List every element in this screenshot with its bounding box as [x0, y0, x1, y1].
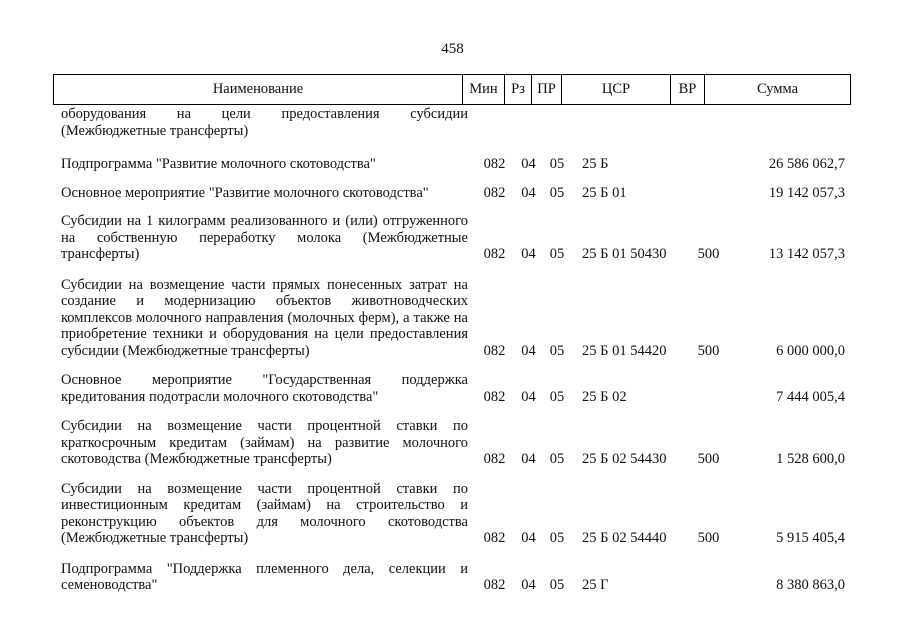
row-rz: 04 [521, 342, 536, 359]
row-pr: 05 [549, 388, 565, 405]
row-sum: 7 444 005,4 [776, 388, 845, 405]
table-row [53, 156, 850, 173]
row-name: Субсидии на 1 килограмм реализованного и (или) отгруженного на собственную переработку молока (Межбюджетные трансферты) [61, 213, 468, 262]
table-row [53, 418, 850, 468]
row-pr: 05 [549, 577, 565, 593]
row-sum: 5 915 405,4 [776, 530, 845, 546]
table-row [53, 481, 850, 547]
row-pr: 05 [549, 246, 565, 262]
row-sum: 26 586 062,7 [768, 156, 845, 172]
table-row [53, 185, 850, 202]
row-sum: 19 142 057,3 [768, 184, 845, 201]
page-number: 458 [441, 41, 464, 57]
row-rz: 04 [521, 246, 536, 262]
table-header [53, 74, 851, 105]
row-name: Субсидии на возмещение части процентной ставки по краткосрочным кредитам (займам) на развитие молочного скотоводства (Межбюджетные трансферты) [61, 418, 468, 467]
row-sum: 6 000 000,0 [776, 342, 845, 359]
row-rz: 04 [521, 530, 536, 546]
header-rz: Рз [505, 75, 532, 105]
row-min: 082 [483, 451, 506, 467]
table-row [53, 277, 850, 360]
row-name: Субсидии на возмещение части прямых понесенных затрат на создание и модернизацию объектов животноводческих комплексов молочного направления (молочных ферм), а также на приобретение техники и оборудования на цели предоставления субсидии (Межбюджетные трансферты) [61, 276, 468, 359]
row-name: Субсидии на возмещение части процентной ставки по инвестиционным кредитам (займам) на строительство и реконструкцию объектов для молочного скотоводства (Межбюджетные трансферты) [61, 480, 468, 546]
row-rz: 04 [521, 577, 536, 593]
row-rz: 04 [521, 156, 536, 172]
header-sum: Сумма [705, 75, 851, 105]
table-row [53, 213, 850, 263]
row-pr: 05 [549, 342, 565, 359]
row-rz: 04 [521, 388, 536, 405]
header-pr: ПР [532, 75, 562, 105]
row-pr: 05 [549, 156, 565, 172]
row-sum: 8 380 863,0 [776, 577, 845, 593]
row-min: 082 [483, 577, 506, 593]
row-vr: 500 [697, 246, 720, 262]
table-row [53, 561, 850, 594]
row-csr: 25 Б 02 54430 [582, 451, 667, 467]
row-name: Основное мероприятие "Развитие молочного скотоводства" [61, 184, 429, 201]
table-body [53, 106, 850, 594]
header-name: Наименование [54, 75, 463, 105]
row-csr: 25 Б 01 54420 [582, 342, 667, 359]
row-min: 082 [483, 342, 506, 359]
row-vr: 500 [697, 451, 720, 467]
row-min: 082 [483, 184, 506, 201]
header-min: Мин [463, 75, 505, 105]
row-sum: 13 142 057,3 [768, 246, 845, 262]
row-name: Основное мероприятие "Государственная поддержка кредитования подотрасли молочного скотоводства" [61, 372, 468, 405]
row-csr: 25 Б 02 [582, 388, 627, 405]
row-pr: 05 [549, 530, 565, 546]
row-name: оборудования на цели предоставления субсидии (Межбюджетные трансферты) [61, 106, 468, 139]
row-csr: 25 Б 01 [582, 184, 627, 201]
row-rz: 04 [521, 451, 536, 467]
row-sum: 1 528 600,0 [776, 451, 845, 467]
row-min: 082 [483, 530, 506, 546]
row-csr: 25 Б 01 50430 [582, 246, 667, 262]
table-row [53, 106, 850, 139]
header-vr: ВР [671, 75, 705, 105]
row-name: Подпрограмма "Развитие молочного скотоводства" [61, 156, 376, 172]
row-pr: 05 [549, 184, 565, 201]
header-csr: ЦСР [562, 75, 671, 105]
row-min: 082 [483, 246, 506, 262]
row-vr: 500 [697, 530, 720, 546]
row-name: Подпрограмма "Поддержка племенного дела, селекции и семеноводства" [61, 560, 468, 593]
row-csr: 25 Г [582, 577, 609, 593]
row-min: 082 [483, 156, 506, 172]
row-csr: 25 Б [582, 156, 609, 172]
row-rz: 04 [521, 184, 536, 201]
table-row [53, 372, 850, 405]
row-vr: 500 [697, 342, 720, 359]
row-min: 082 [483, 388, 506, 405]
row-csr: 25 Б 02 54440 [582, 530, 667, 546]
row-pr: 05 [549, 451, 565, 467]
